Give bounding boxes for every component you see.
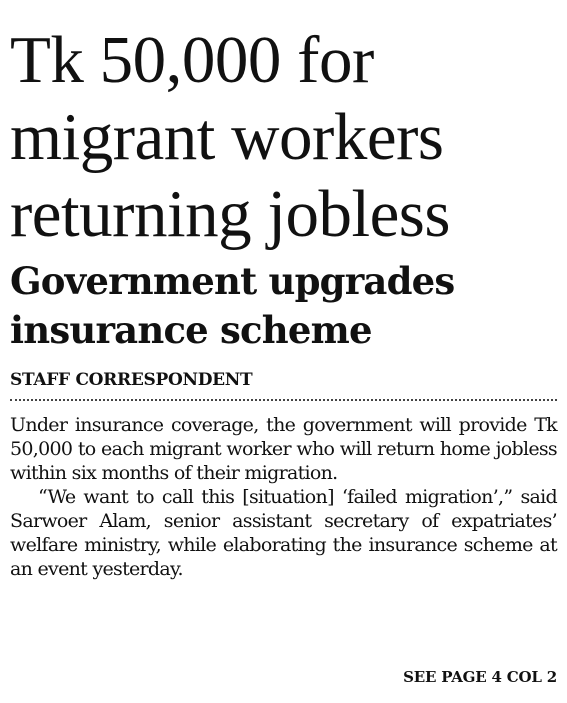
byline: STAFF CORRESPONDENT [10,370,253,390]
headline-line: returning jobless [10,177,450,251]
subheadline-line: insurance scheme [10,308,372,352]
headline-line: migrant workers [10,100,444,174]
news-article [10,0,557,581]
body-paragraph: Under insurance coverage, the government will provide Tk 50,000 to each migrant worker who will return home jobless within six months of their migration. [10,414,557,484]
article-body [10,413,557,581]
continuation-note: SEE PAGE 4 COL 2 [403,668,557,686]
subheadline [10,257,557,355]
body-paragraph: “We want to call this [situation] ‘failed migration’,” said Sarwoer Alam, senior assistant secretary of expatriates’ welfare ministry, while elaborating the insurance scheme at an event yesterday. [10,486,557,580]
dotted-divider [10,399,557,401]
subheadline-line: Government upgrades [10,259,455,303]
headline [10,0,557,253]
headline-line: Tk 50,000 for [10,23,374,97]
